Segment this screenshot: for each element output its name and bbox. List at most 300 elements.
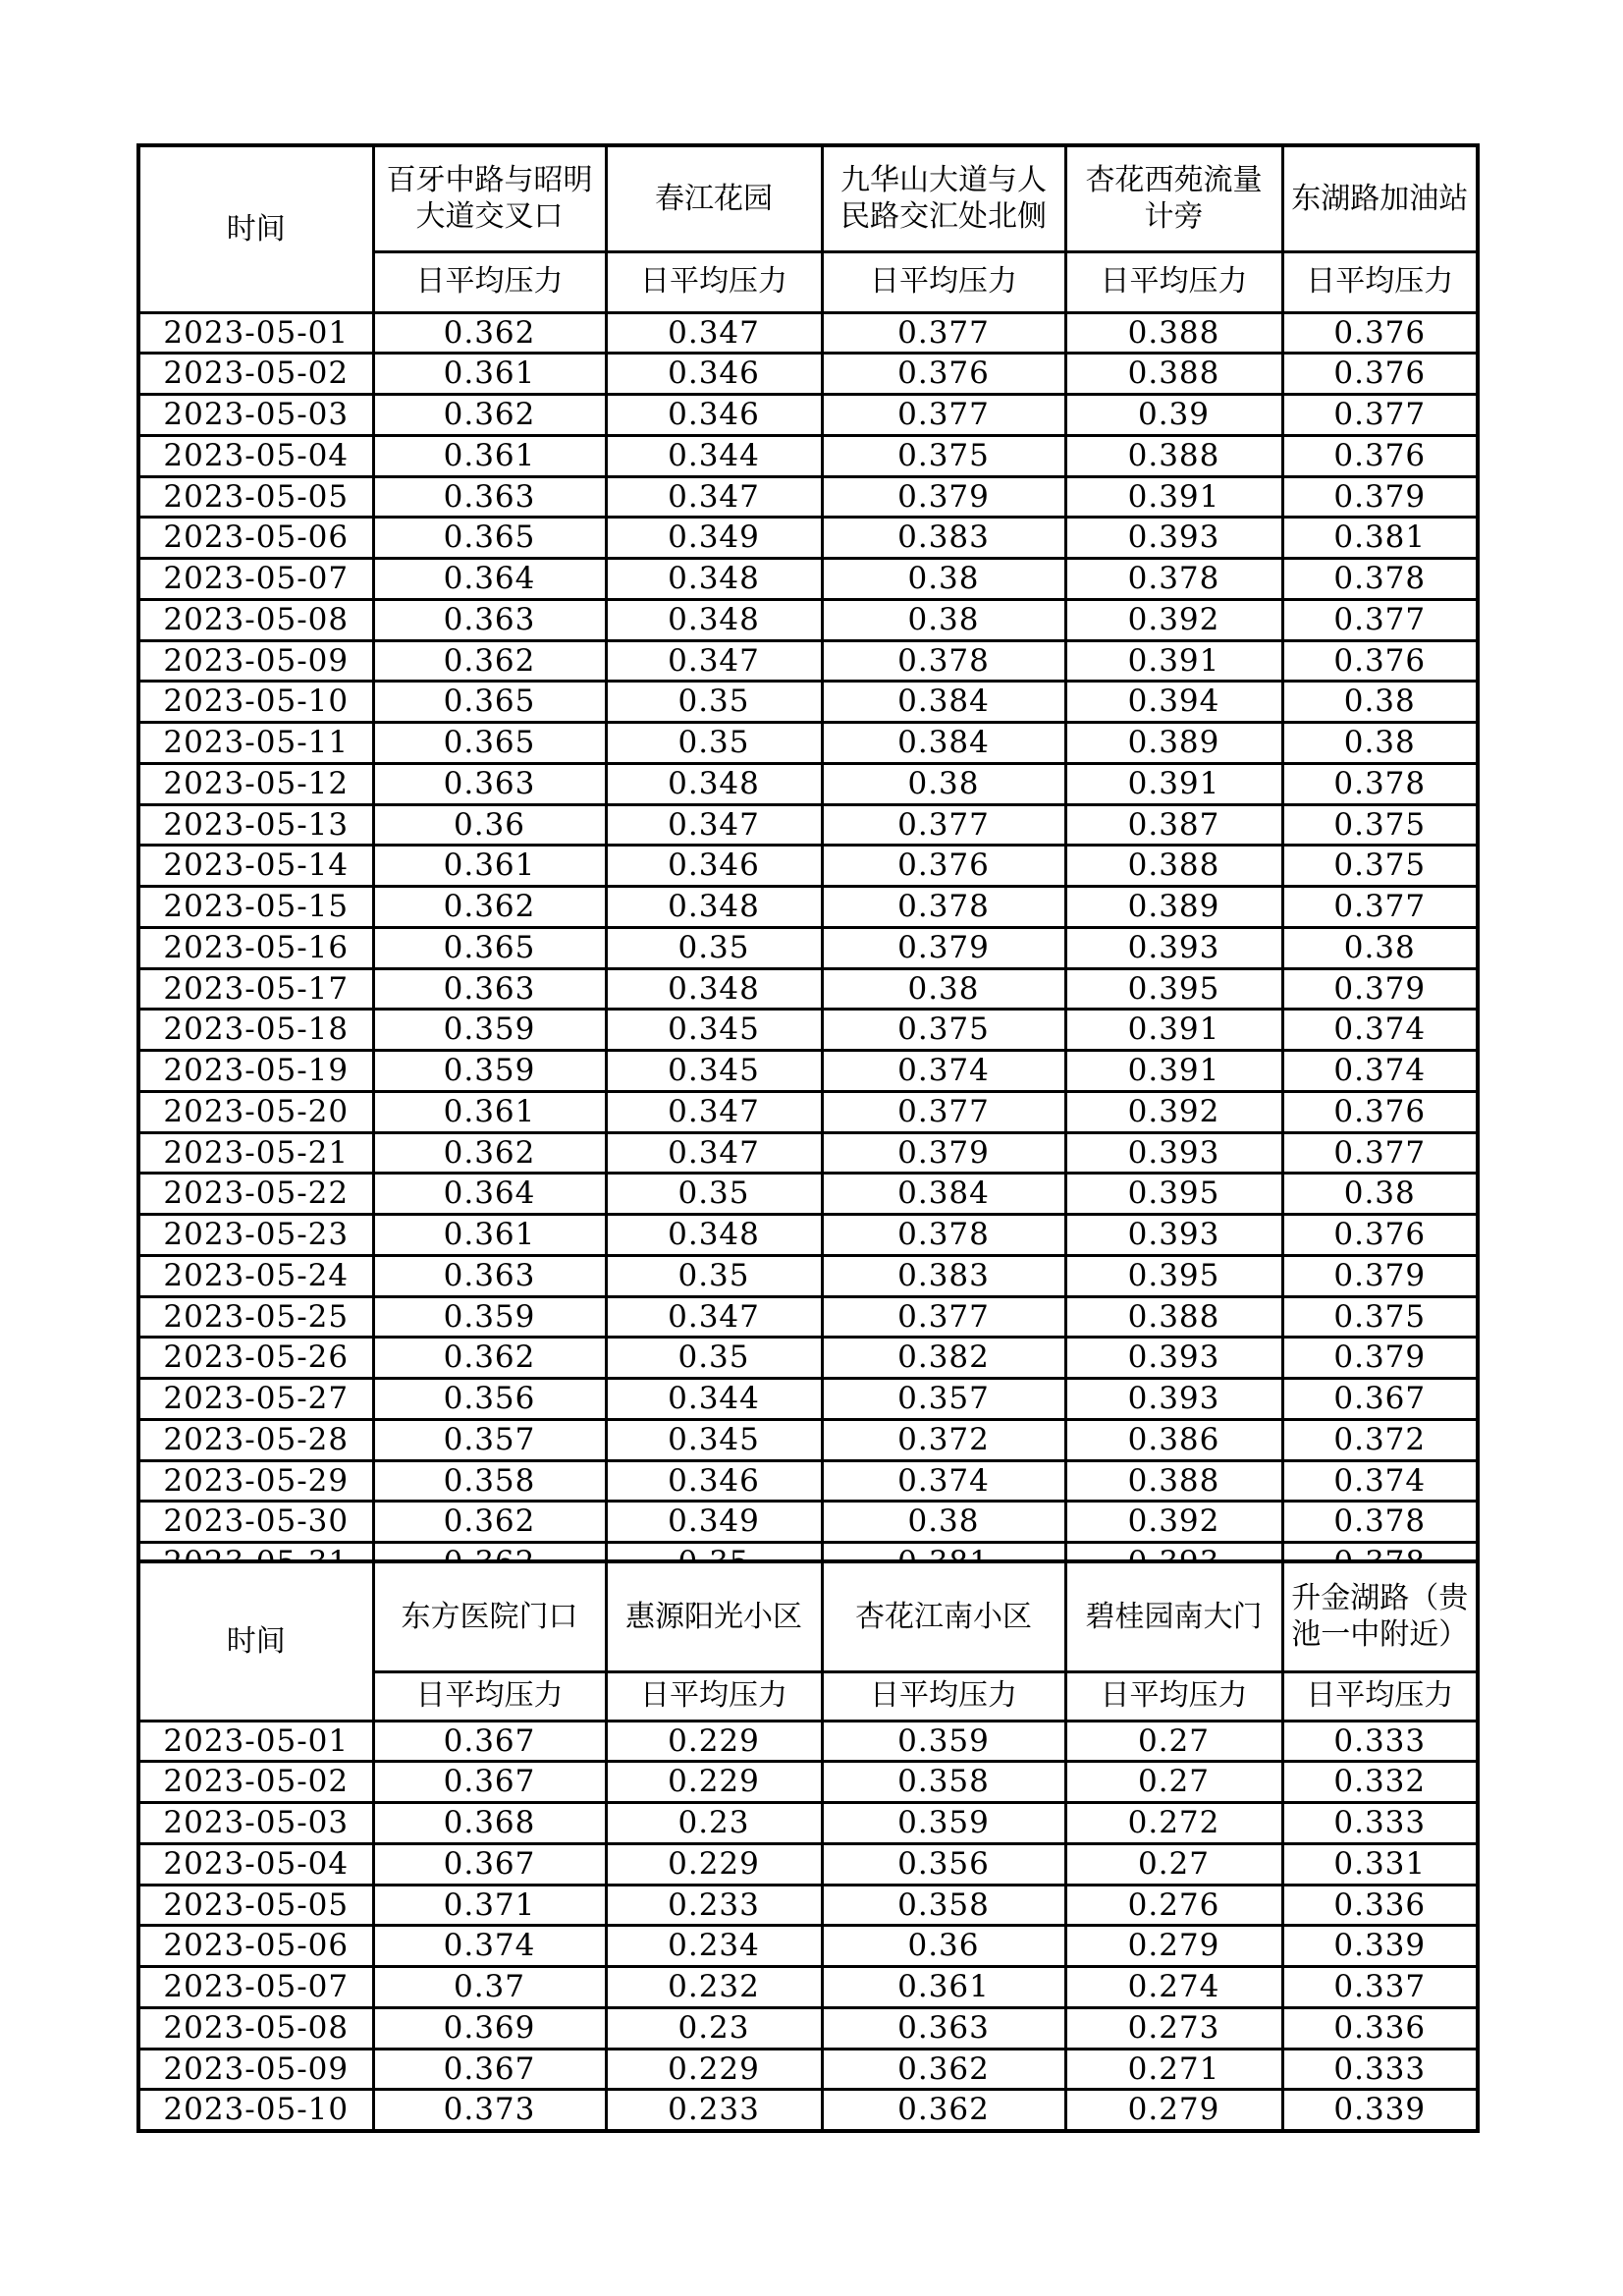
pressure-value-cell: 0.358 — [373, 1460, 606, 1502]
pressure-value-cell: 0.361 — [822, 1967, 1065, 2008]
table-row — [138, 1215, 1478, 1256]
pressure-value-cell: 0.37 — [373, 1967, 606, 2008]
pressure-value-cell: 0.273 — [1065, 2007, 1282, 2049]
pressure-value-cell: 0.346 — [606, 846, 822, 887]
pressure-value-cell: 0.23 — [606, 1803, 822, 1844]
table-row — [138, 354, 1478, 395]
pressure-value-cell: 0.35 — [606, 723, 822, 764]
table-row — [138, 1967, 1478, 2008]
table-row — [138, 804, 1478, 846]
date-cell: 2023-05-26 — [138, 1338, 373, 1379]
pressure-value-cell: 0.357 — [373, 1419, 606, 1460]
table-row — [138, 1885, 1478, 1926]
pressure-value-cell: 0.364 — [373, 559, 606, 600]
pressure-value-cell: 0.339 — [1282, 1926, 1478, 1967]
pressure-value-cell: 0.376 — [822, 846, 1065, 887]
pressure-value-cell: 0.23 — [606, 2007, 822, 2049]
pressure-value-cell: 0.339 — [1282, 2090, 1478, 2131]
pressure-value-cell: 0.379 — [1282, 968, 1478, 1010]
metric-header: 日平均压力 — [1065, 1671, 1282, 1721]
pressure-value-cell: 0.378 — [822, 640, 1065, 682]
date-cell: 2023-05-03 — [138, 395, 373, 436]
pressure-value-cell: 0.229 — [606, 1721, 822, 1762]
pressure-value-cell: 0.346 — [606, 395, 822, 436]
station-header-xinghuajiangnan: 杏花江南小区 — [822, 1561, 1065, 1671]
table-row — [138, 640, 1478, 682]
table1-body — [138, 312, 1478, 1584]
pressure-value-cell: 0.348 — [606, 887, 822, 928]
table-row — [138, 435, 1478, 476]
pressure-value-cell: 0.371 — [373, 1885, 606, 1926]
metric-header: 日平均压力 — [1065, 251, 1282, 312]
pressure-value-cell: 0.393 — [1065, 927, 1282, 968]
date-cell: 2023-05-17 — [138, 968, 373, 1010]
pressure-value-cell: 0.359 — [822, 1721, 1065, 1762]
pressure-value-cell: 0.27 — [1065, 1721, 1282, 1762]
pressure-value-cell: 0.35 — [606, 1174, 822, 1215]
station-header-row — [138, 145, 1478, 251]
pressure-value-cell: 0.271 — [1065, 2049, 1282, 2090]
table-row — [138, 1174, 1478, 1215]
pressure-value-cell: 0.359 — [373, 1010, 606, 1051]
pressure-value-cell: 0.375 — [1282, 1296, 1478, 1338]
pressure-value-cell: 0.346 — [606, 1460, 822, 1502]
date-cell: 2023-05-12 — [138, 763, 373, 804]
table-row — [138, 2007, 1478, 2049]
pressure-value-cell: 0.378 — [822, 1215, 1065, 1256]
pressure-value-cell: 0.357 — [822, 1379, 1065, 1420]
pressure-value-cell: 0.229 — [606, 1762, 822, 1803]
date-cell: 2023-05-08 — [138, 599, 373, 640]
pressure-value-cell: 0.384 — [822, 1174, 1065, 1215]
pressure-value-cell: 0.365 — [373, 927, 606, 968]
pressure-value-cell: 0.395 — [1065, 1174, 1282, 1215]
pressure-value-cell: 0.374 — [822, 1460, 1065, 1502]
date-cell: 2023-05-03 — [138, 1803, 373, 1844]
date-cell: 2023-05-19 — [138, 1051, 373, 1092]
table-row — [138, 2049, 1478, 2090]
pressure-value-cell: 0.233 — [606, 1885, 822, 1926]
date-cell: 2023-05-09 — [138, 2049, 373, 2090]
pressure-value-cell: 0.362 — [373, 1502, 606, 1543]
pressure-value-cell: 0.38 — [822, 559, 1065, 600]
metric-header: 日平均压力 — [606, 251, 822, 312]
pressure-value-cell: 0.345 — [606, 1419, 822, 1460]
pressure-value-cell: 0.391 — [1065, 1010, 1282, 1051]
pressure-value-cell: 0.381 — [1282, 518, 1478, 559]
pressure-value-cell: 0.349 — [606, 1502, 822, 1543]
pressure-value-cell: 0.361 — [373, 435, 606, 476]
pressure-value-cell: 0.377 — [822, 395, 1065, 436]
date-cell: 2023-05-10 — [138, 2090, 373, 2131]
pressure-value-cell: 0.361 — [373, 846, 606, 887]
time-column-header: 时间 — [138, 1561, 373, 1721]
table-row — [138, 927, 1478, 968]
pressure-value-cell: 0.378 — [1282, 1502, 1478, 1543]
pressure-value-cell: 0.365 — [373, 723, 606, 764]
pressure-value-cell: 0.375 — [822, 435, 1065, 476]
table-row — [138, 1051, 1478, 1092]
pressure-value-cell: 0.362 — [373, 640, 606, 682]
table2-header — [138, 1561, 1478, 1721]
pressure-value-cell: 0.358 — [822, 1762, 1065, 1803]
table-row — [138, 1926, 1478, 1967]
station-header-baiya: 百牙中路与昭明大道交叉口 — [373, 145, 606, 251]
station-header-xinghuaxiyuan: 杏花西苑流量计旁 — [1065, 145, 1282, 251]
pressure-value-cell: 0.276 — [1065, 1885, 1282, 1926]
table-row — [138, 887, 1478, 928]
pressure-value-cell: 0.347 — [606, 1296, 822, 1338]
pressure-value-cell: 0.393 — [1065, 518, 1282, 559]
table-row — [138, 723, 1478, 764]
table-row — [138, 1338, 1478, 1379]
date-cell: 2023-05-04 — [138, 435, 373, 476]
time-column-header: 时间 — [138, 145, 373, 312]
pressure-value-cell: 0.347 — [606, 476, 822, 518]
table-row — [138, 559, 1478, 600]
metric-header: 日平均压力 — [1282, 1671, 1478, 1721]
date-cell: 2023-05-05 — [138, 476, 373, 518]
pressure-value-cell: 0.383 — [822, 1255, 1065, 1296]
pressure-value-cell: 0.347 — [606, 1091, 822, 1132]
pressure-value-cell: 0.393 — [1065, 1215, 1282, 1256]
table-row — [138, 846, 1478, 887]
date-cell: 2023-05-07 — [138, 1967, 373, 2008]
pressure-value-cell: 0.362 — [373, 395, 606, 436]
pressure-value-cell: 0.363 — [822, 2007, 1065, 2049]
pressure-value-cell: 0.377 — [822, 1091, 1065, 1132]
metric-header: 日平均压力 — [606, 1671, 822, 1721]
pressure-value-cell: 0.331 — [1282, 1843, 1478, 1885]
pressure-value-cell: 0.362 — [373, 1338, 606, 1379]
pressure-value-cell: 0.367 — [373, 1721, 606, 1762]
date-cell: 2023-05-18 — [138, 1010, 373, 1051]
pressure-value-cell: 0.377 — [1282, 599, 1478, 640]
date-cell: 2023-05-06 — [138, 518, 373, 559]
pressure-value-cell: 0.279 — [1065, 2090, 1282, 2131]
pressure-value-cell: 0.347 — [606, 804, 822, 846]
date-cell: 2023-05-20 — [138, 1091, 373, 1132]
pressure-value-cell: 0.36 — [373, 804, 606, 846]
table-row — [138, 763, 1478, 804]
pressure-value-cell: 0.362 — [373, 887, 606, 928]
pressure-value-cell: 0.379 — [822, 1132, 1065, 1174]
pressure-value-cell: 0.377 — [1282, 395, 1478, 436]
pressure-value-cell: 0.379 — [1282, 1338, 1478, 1379]
pressure-value-cell: 0.367 — [373, 1843, 606, 1885]
pressure-value-cell: 0.345 — [606, 1051, 822, 1092]
date-cell: 2023-05-01 — [138, 1721, 373, 1762]
pressure-value-cell: 0.348 — [606, 1215, 822, 1256]
pressure-value-cell: 0.389 — [1065, 887, 1282, 928]
table-row — [138, 312, 1478, 354]
table-row — [138, 682, 1478, 723]
pressure-value-cell: 0.332 — [1282, 1762, 1478, 1803]
date-cell: 2023-05-22 — [138, 1174, 373, 1215]
pressure-value-cell: 0.378 — [822, 887, 1065, 928]
pressure-value-cell: 0.363 — [373, 1255, 606, 1296]
pressure-value-cell: 0.388 — [1065, 354, 1282, 395]
pressure-value-cell: 0.376 — [1282, 1215, 1478, 1256]
pressure-value-cell: 0.379 — [1282, 476, 1478, 518]
pressure-value-cell: 0.359 — [373, 1296, 606, 1338]
pressure-value-cell: 0.375 — [822, 1010, 1065, 1051]
metric-header: 日平均压力 — [373, 1671, 606, 1721]
pressure-value-cell: 0.377 — [822, 804, 1065, 846]
pressure-value-cell: 0.347 — [606, 1132, 822, 1174]
pressure-value-cell: 0.363 — [373, 968, 606, 1010]
pressure-value-cell: 0.233 — [606, 2090, 822, 2131]
pressure-value-cell: 0.38 — [1282, 927, 1478, 968]
pressure-value-cell: 0.35 — [606, 1255, 822, 1296]
pressure-value-cell: 0.374 — [1282, 1460, 1478, 1502]
pressure-value-cell: 0.35 — [606, 682, 822, 723]
pressure-table-may-full-month — [136, 143, 1480, 1586]
pressure-value-cell: 0.344 — [606, 1379, 822, 1420]
pressure-value-cell: 0.39 — [1065, 395, 1282, 436]
pressure-value-cell: 0.344 — [606, 435, 822, 476]
pressure-value-cell: 0.393 — [1065, 1338, 1282, 1379]
date-cell: 2023-05-23 — [138, 1215, 373, 1256]
table-row — [138, 1010, 1478, 1051]
pressure-value-cell: 0.359 — [373, 1051, 606, 1092]
pressure-value-cell: 0.392 — [1065, 1502, 1282, 1543]
pressure-value-cell: 0.383 — [822, 518, 1065, 559]
table-row — [138, 1762, 1478, 1803]
pressure-value-cell: 0.391 — [1065, 1051, 1282, 1092]
date-cell: 2023-05-05 — [138, 1885, 373, 1926]
date-cell: 2023-05-02 — [138, 1762, 373, 1803]
pressure-value-cell: 0.347 — [606, 312, 822, 354]
pressure-value-cell: 0.367 — [373, 2049, 606, 2090]
pressure-value-cell: 0.363 — [373, 599, 606, 640]
table-row — [138, 1255, 1478, 1296]
pressure-value-cell: 0.379 — [822, 927, 1065, 968]
pressure-value-cell: 0.38 — [822, 599, 1065, 640]
pressure-value-cell: 0.279 — [1065, 1926, 1282, 1967]
pressure-value-cell: 0.393 — [1065, 1132, 1282, 1174]
table-row — [138, 1379, 1478, 1420]
pressure-value-cell: 0.367 — [1282, 1379, 1478, 1420]
pressure-value-cell: 0.374 — [373, 1926, 606, 1967]
pressure-value-cell: 0.361 — [373, 1091, 606, 1132]
table-row — [138, 395, 1478, 436]
station-header-shengjinhulu: 升金湖路（贵池一中附近） — [1282, 1561, 1478, 1671]
pressure-value-cell: 0.38 — [1282, 1174, 1478, 1215]
pressure-value-cell: 0.333 — [1282, 2049, 1478, 2090]
pressure-value-cell: 0.359 — [822, 1803, 1065, 1844]
date-cell: 2023-05-24 — [138, 1255, 373, 1296]
date-cell: 2023-05-06 — [138, 1926, 373, 1967]
pressure-value-cell: 0.372 — [822, 1419, 1065, 1460]
table-row — [138, 1843, 1478, 1885]
pressure-value-cell: 0.229 — [606, 2049, 822, 2090]
pressure-value-cell: 0.365 — [373, 518, 606, 559]
pressure-value-cell: 0.376 — [1282, 1091, 1478, 1132]
metric-header: 日平均压力 — [1282, 251, 1478, 312]
pressure-value-cell: 0.369 — [373, 2007, 606, 2049]
date-cell: 2023-05-07 — [138, 559, 373, 600]
pressure-value-cell: 0.336 — [1282, 2007, 1478, 2049]
pressure-value-cell: 0.348 — [606, 763, 822, 804]
pressure-value-cell: 0.391 — [1065, 476, 1282, 518]
station-header-row — [138, 1561, 1478, 1671]
pressure-value-cell: 0.374 — [822, 1051, 1065, 1092]
pressure-value-cell: 0.373 — [373, 2090, 606, 2131]
pressure-value-cell: 0.395 — [1065, 968, 1282, 1010]
pressure-value-cell: 0.388 — [1065, 1296, 1282, 1338]
pressure-value-cell: 0.347 — [606, 640, 822, 682]
pressure-value-cell: 0.362 — [822, 2049, 1065, 2090]
metric-header: 日平均压力 — [822, 1671, 1065, 1721]
table2-body — [138, 1721, 1478, 2131]
pressure-value-cell: 0.361 — [373, 1215, 606, 1256]
pressure-value-cell: 0.372 — [1282, 1419, 1478, 1460]
pressure-value-cell: 0.377 — [822, 312, 1065, 354]
pressure-value-cell: 0.376 — [1282, 640, 1478, 682]
pressure-value-cell: 0.377 — [822, 1296, 1065, 1338]
pressure-value-cell: 0.38 — [1282, 682, 1478, 723]
pressure-value-cell: 0.395 — [1065, 1255, 1282, 1296]
pressure-value-cell: 0.376 — [1282, 354, 1478, 395]
station-header-jiuhuashan: 九华山大道与人民路交汇处北侧 — [822, 145, 1065, 251]
date-cell: 2023-05-30 — [138, 1502, 373, 1543]
pressure-value-cell: 0.391 — [1065, 640, 1282, 682]
station-header-biguiyuan: 碧桂园南大门 — [1065, 1561, 1282, 1671]
table-row — [138, 1296, 1478, 1338]
pressure-value-cell: 0.337 — [1282, 1967, 1478, 2008]
pressure-value-cell: 0.378 — [1065, 559, 1282, 600]
pressure-value-cell: 0.391 — [1065, 763, 1282, 804]
metric-header: 日平均压力 — [822, 251, 1065, 312]
pressure-value-cell: 0.363 — [373, 476, 606, 518]
station-header-dongfangyiyuan: 东方医院门口 — [373, 1561, 606, 1671]
pressure-value-cell: 0.377 — [1282, 1132, 1478, 1174]
pressure-value-cell: 0.388 — [1065, 846, 1282, 887]
pressure-value-cell: 0.388 — [1065, 312, 1282, 354]
pressure-value-cell: 0.336 — [1282, 1885, 1478, 1926]
station-header-donghulu: 东湖路加油站 — [1282, 145, 1478, 251]
pressure-value-cell: 0.376 — [1282, 312, 1478, 354]
pressure-value-cell: 0.392 — [1065, 599, 1282, 640]
pressure-value-cell: 0.36 — [822, 1926, 1065, 1967]
pressure-value-cell: 0.368 — [373, 1803, 606, 1844]
pressure-value-cell: 0.35 — [606, 1338, 822, 1379]
pressure-value-cell: 0.229 — [606, 1843, 822, 1885]
pressure-value-cell: 0.232 — [606, 1967, 822, 2008]
pressure-value-cell: 0.27 — [1065, 1762, 1282, 1803]
pressure-value-cell: 0.38 — [1282, 723, 1478, 764]
date-cell: 2023-05-29 — [138, 1460, 373, 1502]
pressure-value-cell: 0.365 — [373, 682, 606, 723]
date-cell: 2023-05-08 — [138, 2007, 373, 2049]
date-cell: 2023-05-10 — [138, 682, 373, 723]
pressure-value-cell: 0.388 — [1065, 435, 1282, 476]
date-cell: 2023-05-01 — [138, 312, 373, 354]
pressure-value-cell: 0.376 — [822, 354, 1065, 395]
pressure-value-cell: 0.345 — [606, 1010, 822, 1051]
pressure-value-cell: 0.346 — [606, 354, 822, 395]
pressure-value-cell: 0.38 — [822, 1502, 1065, 1543]
pressure-value-cell: 0.388 — [1065, 1460, 1282, 1502]
table-row — [138, 599, 1478, 640]
pressure-value-cell: 0.367 — [373, 1762, 606, 1803]
pressure-value-cell: 0.378 — [1282, 559, 1478, 600]
pressure-value-cell: 0.393 — [1065, 1379, 1282, 1420]
pressure-value-cell: 0.356 — [822, 1843, 1065, 1885]
pressure-value-cell: 0.375 — [1282, 846, 1478, 887]
pressure-value-cell: 0.377 — [1282, 887, 1478, 928]
pressure-value-cell: 0.348 — [606, 968, 822, 1010]
date-cell: 2023-05-25 — [138, 1296, 373, 1338]
date-cell: 2023-05-11 — [138, 723, 373, 764]
pressure-value-cell: 0.234 — [606, 1926, 822, 1967]
pressure-value-cell: 0.363 — [373, 763, 606, 804]
pressure-table-may-first-decade — [136, 1559, 1480, 2133]
table-row — [138, 1721, 1478, 1762]
date-cell: 2023-05-28 — [138, 1419, 373, 1460]
pressure-value-cell: 0.27 — [1065, 1843, 1282, 1885]
date-cell: 2023-05-02 — [138, 354, 373, 395]
pressure-value-cell: 0.348 — [606, 599, 822, 640]
date-cell: 2023-05-27 — [138, 1379, 373, 1420]
table-row — [138, 1460, 1478, 1502]
pressure-value-cell: 0.374 — [1282, 1010, 1478, 1051]
pressure-value-cell: 0.361 — [373, 354, 606, 395]
pressure-value-cell: 0.38 — [822, 968, 1065, 1010]
pressure-value-cell: 0.356 — [373, 1379, 606, 1420]
pressure-value-cell: 0.384 — [822, 682, 1065, 723]
pressure-value-cell: 0.384 — [822, 723, 1065, 764]
pressure-value-cell: 0.362 — [373, 1132, 606, 1174]
pressure-value-cell: 0.375 — [1282, 804, 1478, 846]
pressure-value-cell: 0.378 — [1282, 763, 1478, 804]
pressure-value-cell: 0.333 — [1282, 1803, 1478, 1844]
pressure-value-cell: 0.379 — [822, 476, 1065, 518]
pressure-value-cell: 0.376 — [1282, 435, 1478, 476]
table1-header — [138, 145, 1478, 312]
pressure-value-cell: 0.374 — [1282, 1051, 1478, 1092]
pressure-value-cell: 0.348 — [606, 559, 822, 600]
table-row — [138, 968, 1478, 1010]
table-row — [138, 1132, 1478, 1174]
metric-header: 日平均压力 — [373, 251, 606, 312]
pressure-value-cell: 0.272 — [1065, 1803, 1282, 1844]
pressure-value-cell: 0.38 — [822, 763, 1065, 804]
date-cell: 2023-05-04 — [138, 1843, 373, 1885]
table-row — [138, 1803, 1478, 1844]
pressure-value-cell: 0.358 — [822, 1885, 1065, 1926]
date-cell: 2023-05-09 — [138, 640, 373, 682]
table-row — [138, 2090, 1478, 2131]
station-header-huiyuanyangguang: 惠源阳光小区 — [606, 1561, 822, 1671]
pressure-value-cell: 0.382 — [822, 1338, 1065, 1379]
pressure-value-cell: 0.333 — [1282, 1721, 1478, 1762]
pressure-value-cell: 0.389 — [1065, 723, 1282, 764]
table-row — [138, 1419, 1478, 1460]
pressure-value-cell: 0.274 — [1065, 1967, 1282, 2008]
pressure-value-cell: 0.362 — [373, 312, 606, 354]
pressure-value-cell: 0.349 — [606, 518, 822, 559]
date-cell: 2023-05-21 — [138, 1132, 373, 1174]
pressure-value-cell: 0.386 — [1065, 1419, 1282, 1460]
pressure-value-cell: 0.362 — [822, 2090, 1065, 2131]
pressure-value-cell: 0.387 — [1065, 804, 1282, 846]
date-cell: 2023-05-14 — [138, 846, 373, 887]
pressure-value-cell: 0.35 — [606, 927, 822, 968]
table-row — [138, 1091, 1478, 1132]
date-cell: 2023-05-13 — [138, 804, 373, 846]
